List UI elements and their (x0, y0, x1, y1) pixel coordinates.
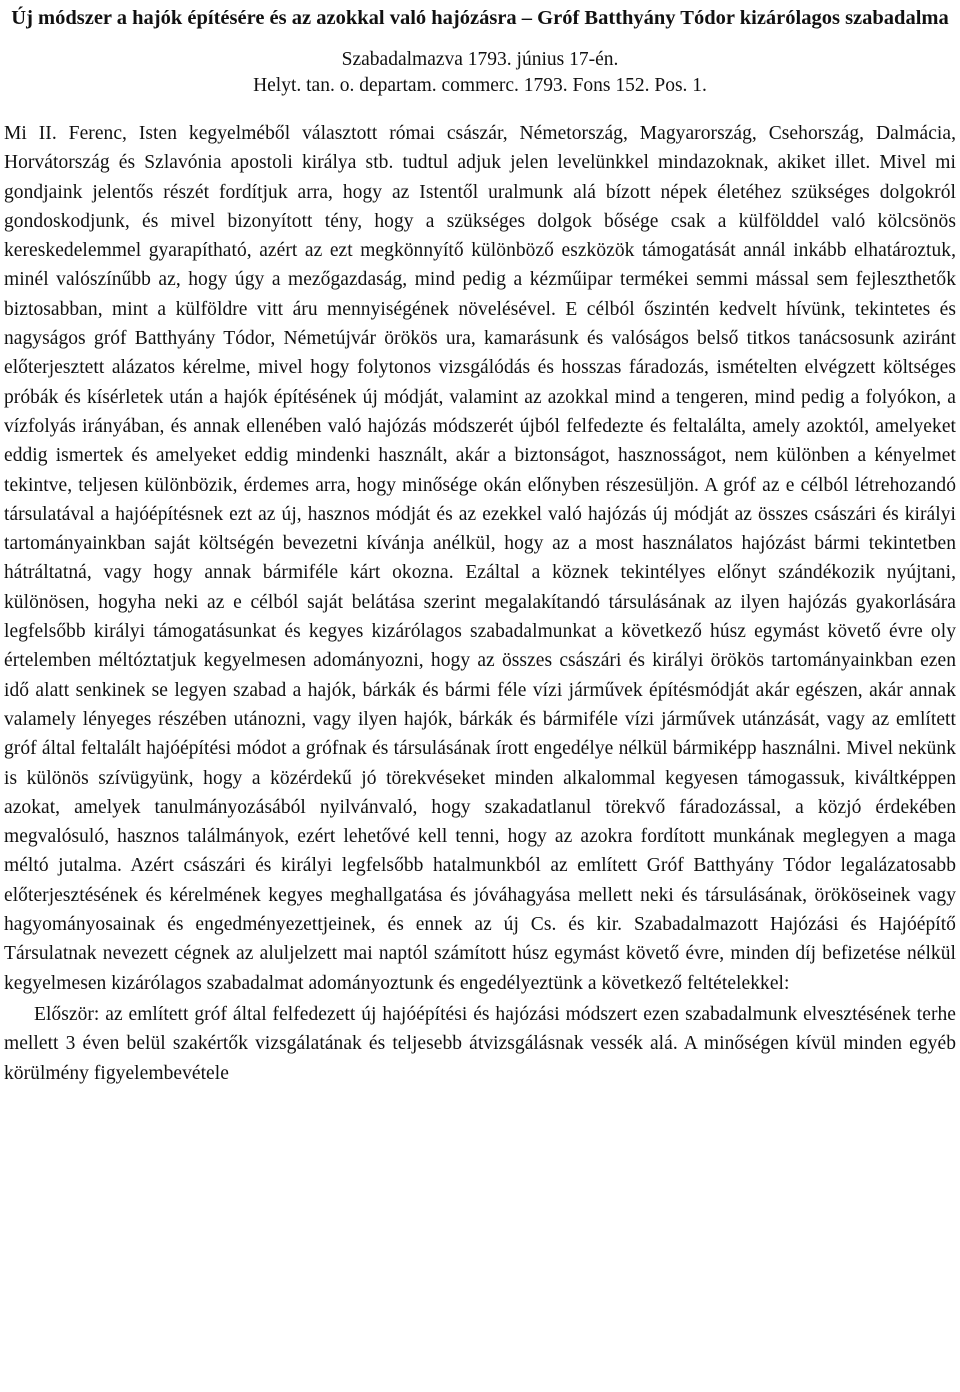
patent-date-line: Szabadalmazva 1793. június 17-én. (341, 49, 619, 70)
document-page (4, 0, 956, 1088)
paragraph-2: Először: az említett gróf által felfedezett új hajóépítési és hajózási módszert ezen szabadalmunk elvesztésének terhe mellett 3 éven belül szakértők vizsgálatának és teljesebb átvizsgálásnak vessék alá. A minőségen kívül minden egyéb körülmény figyelembevétele (4, 1003, 956, 1084)
paragraph-1: Mi II. Ferenc, Isten kegyelméből választott római császár, Németország, Magyarország, Csehország, Dalmácia, Horvátország és Szlavónia apostoli királya stb. tudtul adjuk jelen levelünkkel mindazoknak, akiket illet. Mivel mi gondjaink jelentős részét fordítjuk arra, hogy az Istentől uralmunk alá bízott népek életéhez szükséges dolgokról gondoskodjunk, és mivel bizonyított tény, hogy a szükséges dolgok bősége csak a külfölddel való kölcsönös kereskedelemmel gyarapítható, azért az ezt megkönnyítő különböző eszközök támogatását annál inkább elhatároztuk, minél valószínűbb az, hogy úgy a mezőgazdaság, mind pedig a kézműipar termékei semmi mással sem fejleszthetők biztosabban, mint a külföldre vitt áru mennyiségének növelésével. E célból őszintén kedvelt hívünk, tekintetes és nagyságos gróf Batthyány Tódor, Németújvár örökös ura, kamarásunk és valóságos belső titkos tanácsosunk aziránt előterjesztett alázatos kérelme, mivel hogy folytonos vizsgálódás és hosszas fáradozás, ismételten elvégzett költséges próbák és kísérletek után a hajók építésének új módját, valamint az azokkal mind a tengeren, mind pedig a folyókon, a vízfolyás irányában, és annak ellenében való hajózás módszerét újból felfedezte és feltalálta, amely azoktól, amelyeket eddig ismertek és amelyeket eddig mindenki használt, akár a biztonságot, hasznosságot, nem különben a kényelmet tekintve, teljesen különbözik, érdemes arra, hogy minősége okán előnyben részesüljön. A gróf az e célból létrehozandó társulatával a hajóépítésnek ezt az új, hasznos módját és az ezekkel való hajózás új módját az összes császári és királyi tartományainkban saját költségén bevezetni kívánja anélkül, hogy az a most használatos hajózást bármi tekintetben hátráltatná, vagy hogy annak bármiféle kárt okozna. Ezáltal a köznek tekintélyes előnyt szándékozik nyújtani, különösen, hogyha neki az e célból saját belátása szerint megalakítandó társulásának az ilyen hajózás gyakorlására legfelsőbb királyi támogatásunkat és kegyes kizárólagos szabadalmunkat a következő húsz egymást követő évre oly értelemben méltóztatjuk kegyelmesen adományozni, hogy az összes császári és királyi örökös tartományainkban ezen idő alatt senkinek se legyen szabad a hajók, bárkák és bármi féle vízi járművek építésmódját akár egészen, akár annak valamely lényeges részében utánozni, vagy ilyen hajók, bárkák és bármiféle vízi járművek utánzását, vagy az említett gróf által feltalált hajóépítési módot a grófnak és társulásának írott engedélye nélkül bármiképp használni. Mivel nekünk is különös szívügyünk, hogy a közérdekű jó törekvéseket minden alkalommal kegyesen támogassuk, kiváltképpen azokat, amelyek tanulmányozásából nyilvánvaló, hogy szakadatlanul törekvő fáradozással, a közjó érdekében megvalósuló, hasznos találmányok, ezért lehetővé kell tenni, hogy az azokra fordított munkának meglegyen a maga méltó jutalma. Azért császári és királyi legfelsőbb hatalmunkból az említett Gróf Batthyány Tódor legalázatosabb előterjesztésének és kérelmének kegyes meghallgatása és jóváhagyása mellett neki és társulásának, örököseinek vagy hagyományosainak és engedményezettjeinek, és ennek az új Cs. és kir. Szabadalmazott Hajózási és Hajóépítő Társulatnak nevezett cégnek az aluljelzett mai naptól számított húsz egymást követő évre, minden díj befizetése nélkül kegyelmesen kizárólagos szabadalmat adományoztunk és engedélyeztünk a következő feltételekkel: (4, 123, 956, 994)
archive-reference-line: Helyt. tan. o. departam. commerc. 1793. Fons 152. Pos. 1. (253, 75, 707, 96)
document-meta (4, 47, 956, 99)
document-title: Új módszer a hajók építésére és az azokkal való hajózásra – Gróf Batthyány Tódor kizárólagos szabadalma (11, 7, 949, 29)
